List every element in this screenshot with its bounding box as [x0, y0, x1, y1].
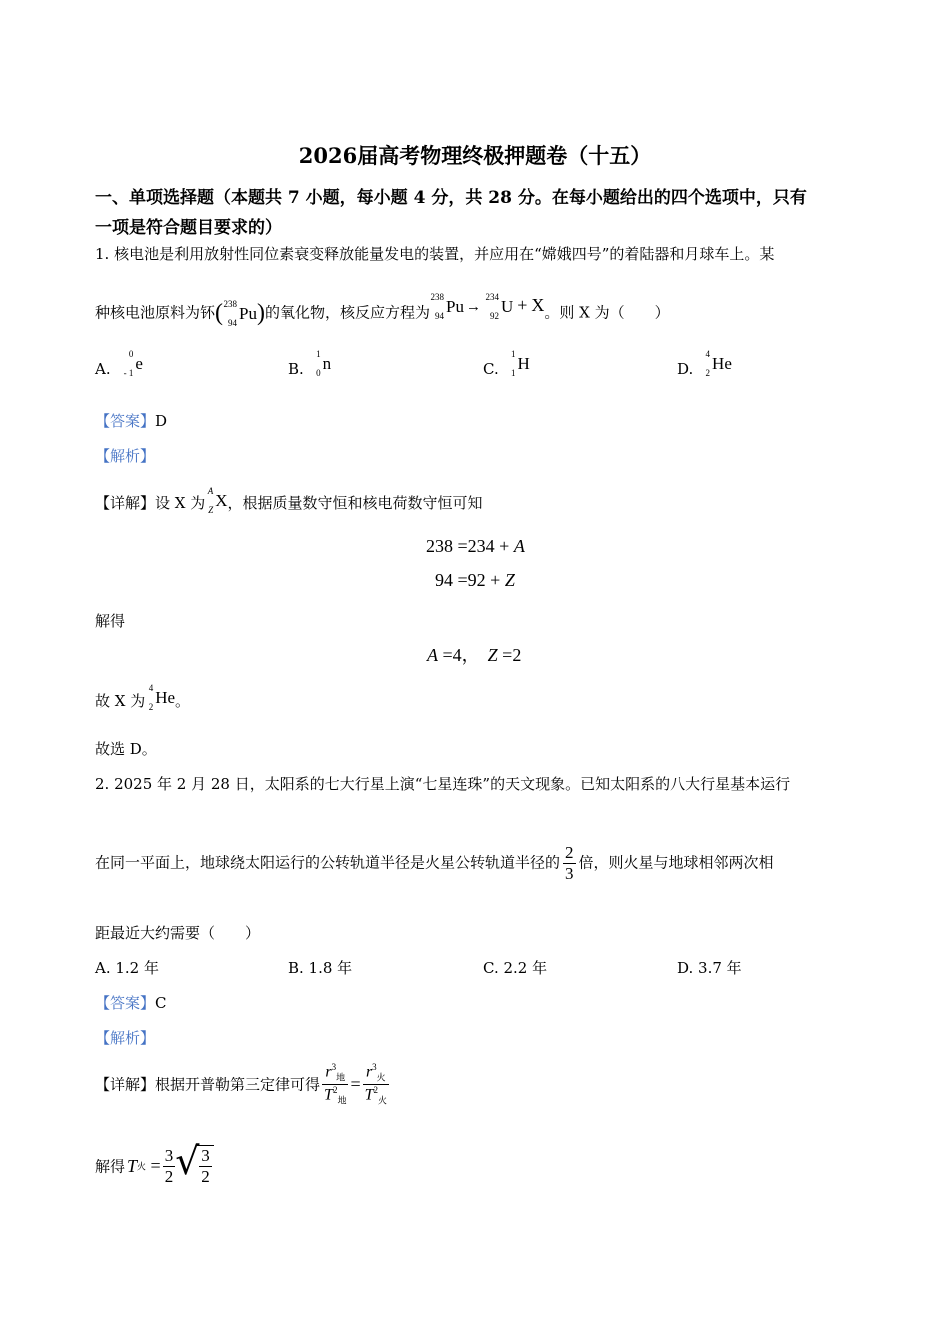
- q2-option-b: B. 1.8 年: [288, 959, 353, 977]
- q2-analysis-tag: 【解析】: [95, 1029, 156, 1047]
- q1-conclusion: 故 X 为 4 2 He。: [95, 683, 191, 712]
- pu-nuclide: 238 94 Pu: [223, 298, 257, 328]
- q1-stem-text-a: 种核电池原料为钚: [95, 303, 216, 322]
- q1-analysis-tag: 【解析】: [95, 447, 156, 465]
- result-fraction: $\frac{3}{2}$: [164, 1145, 174, 1186]
- equation-result: A =4， Z =2: [427, 645, 522, 665]
- q2-option-c: C. 2.2 年: [483, 959, 548, 977]
- kepler-mars-ratio: $\frac{r^3_火}{T^2_火}$: [364, 1062, 388, 1106]
- sqrt-icon: √ $\frac{3}{2}$: [175, 1145, 214, 1187]
- equation-charge: 94 =92 + Z: [435, 570, 515, 590]
- q1-choose: 故选 D。: [95, 740, 157, 758]
- equation-mass: 238 =234 + A: [426, 536, 525, 556]
- section-heading-line1: 一、单项选择题（本题共 7 小题，每小题 4 分，共 28 分。在每小题给出的四个选项中，只有: [95, 188, 807, 208]
- kepler-earth-ratio: $\frac{r^3_地}{T^2_地}$: [324, 1062, 347, 1106]
- q2-option-a: A. 1.2 年: [95, 959, 159, 977]
- reaction-equation: 238 94 Pu → 234 92 U + X: [430, 291, 545, 321]
- q1-option-a: A. 0 - 1 e: [95, 349, 143, 378]
- q2-answer: 【答案】C: [95, 994, 167, 1012]
- q1-detail: 【详解】设 X 为 A Z X，根据质量数守恒和核电荷数守恒可知: [95, 486, 483, 515]
- q1-stem-line2: 种核电池原料为钚( 238 94 Pu)的氧化物，核反应方程为 238 94 Pu → 234 92 U + X。则 X 为（ ）: [95, 291, 670, 328]
- answer-tag: 【答案】: [95, 412, 156, 430]
- q1-stem-line1: 1. 核电池是利用放射性同位素衰变释放能量发电的装置，并应用在“嫦娥四号”的着陆器和月球车上。某: [95, 245, 775, 263]
- ratio-fraction: $\frac{2}{3}$: [565, 843, 574, 883]
- q1-stem-text-c: 。则 X 为（ ）: [544, 303, 670, 322]
- q2-option-d: D. 3.7 年: [677, 959, 742, 977]
- q1-solve-label: 解得: [95, 612, 126, 630]
- q2-solution: 解得 T火 = $\frac{3}{2}$ √ $\frac{3}{2}$: [95, 1145, 214, 1187]
- q2-stem-line3: 距最近大约需要（ ）: [95, 924, 261, 942]
- q2-detail: 【详解】根据开普勒第三定律可得 $\frac{r^3_地}{T^2_地}$ = $\frac{r^3_火}{T^2_火}$: [95, 1062, 388, 1106]
- q1-option-c: C. 1 1 H: [483, 349, 530, 378]
- q1-stem-text-b: 的氧化物，核反应方程为: [264, 303, 430, 322]
- q1-option-b: B. 1 0 n: [288, 349, 332, 378]
- q2-stem-line1: 2. 2025 年 2 月 28 日，太阳系的七大行星上演“七星连珠”的天文现象。已知太阳系的八大行星基本运行: [95, 775, 791, 793]
- section-heading-line2: 一项是符合题目要求的）: [95, 218, 282, 238]
- page-title: 2026届高考物理终极押题卷（十五）: [298, 143, 652, 168]
- q1-answer: 【答案】D: [95, 412, 168, 430]
- q2-stem-line2: 在同一平面上，地球绕太阳运行的公转轨道半径是火星公转轨道半径的 $\frac{2}{3}$ 倍，则火星与地球相邻两次相: [95, 843, 774, 883]
- q1-option-d: D. 4 2 He: [677, 349, 732, 378]
